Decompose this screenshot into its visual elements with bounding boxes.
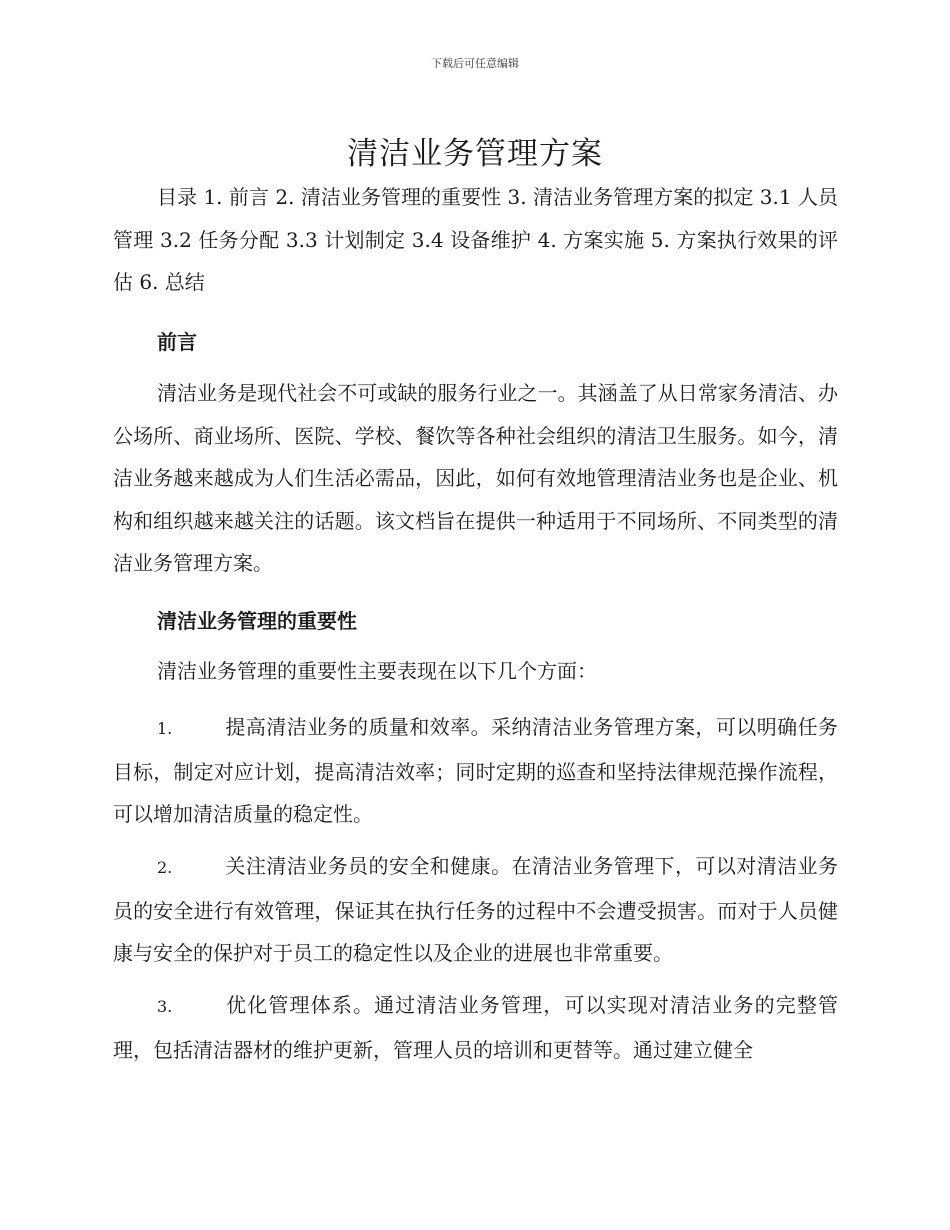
- list-item-text: 提高清洁业务的质量和效率。采纳清洁业务管理方案，可以明确任务目标，制定对应计划，提高清洁效率；同时定期的巡查和坚持法律规范操作流程，可以增加清洁质量的稳定性。: [113, 715, 838, 826]
- list-item-number: 2.: [157, 858, 173, 877]
- table-of-contents: 目录 1. 前言 2. 清洁业务管理的重要性 3. 清洁业务管理方案的拟定 3.1 人员管理 3.2 任务分配 3.3 计划制定 3.4 设备维护 4. 方案实施 5. 方案执行效果的评估 6. 总结: [113, 185, 838, 294]
- list-item-number: 3.: [157, 997, 173, 1016]
- header-note: 下载后可任意编辑: [431, 57, 519, 70]
- preface-paragraph: 清洁业务是现代社会不可或缺的服务行业之一。其涵盖了从日常家务清洁、办公场所、商业场所、医院、学校、餐饮等各种社会组织的清洁卫生服务。如今，清洁业务越来越成为人们生活必需品，因此，如何有效地管理清洁业务也是企业、机构和组织越来越关注的话题。该文档旨在提供一种适用于不同场所、不同类型的清洁业务管理方案。: [113, 381, 838, 575]
- list-item: [113, 984, 838, 1071]
- list-item: [113, 706, 838, 836]
- section-heading-preface: 前言: [157, 330, 197, 354]
- list-item: [113, 845, 838, 975]
- list-item-text: 优化管理体系。通过清洁业务管理，可以实现对清洁业务的完整管理，包括清洁器材的维护更新，管理人员的培训和更替等。通过建立健全: [113, 993, 838, 1062]
- list-item-text: 关注清洁业务员的安全和健康。在清洁业务管理下，可以对清洁业务员的安全进行有效管理，保证其在执行任务的过程中不会遭受损害。而对于人员健康与安全的保护对于员工的稳定性以及企业的进展也非常重要。: [113, 854, 838, 965]
- list-item-number: 1.: [157, 719, 173, 738]
- document-title: 清洁业务管理方案: [347, 136, 603, 172]
- importance-intro: 清洁业务管理的重要性主要表现在以下几个方面：: [157, 659, 597, 683]
- section-heading-importance: 清洁业务管理的重要性: [157, 609, 357, 633]
